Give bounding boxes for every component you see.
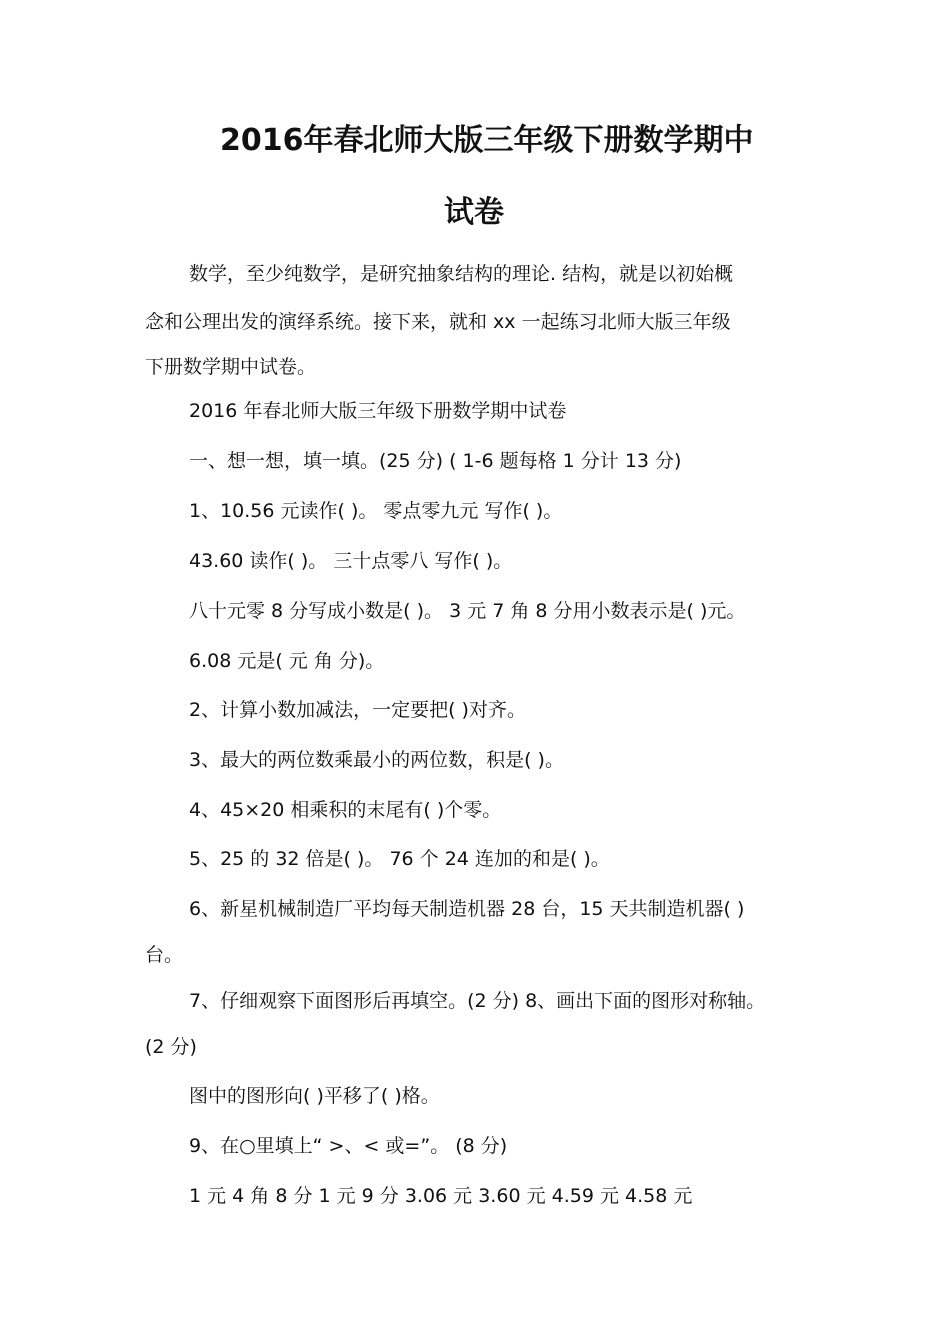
- section-heading: 一、想一想，填一填。(25 分) ( 1-6 题每格 1 分计 13 分): [189, 450, 682, 472]
- question-2: 2、计算小数加减法，一定要把( )对齐。: [189, 699, 526, 721]
- intro-paragraph-line1: 数学，至少纯数学，是研究抽象结构的理论. 结构，就是以初始概: [189, 263, 734, 285]
- question-1c: 八十元零 8 分写成小数是( )。 3 元 7 角 8 分用小数表示是( )元。: [189, 600, 746, 622]
- question-5: 5、25 的 32 倍是( )。 76 个 24 连加的和是( )。: [189, 848, 610, 870]
- document-title-line2: 试卷: [444, 195, 504, 230]
- question-3: 3、最大的两位数乘最小的两位数，积是( )。: [189, 749, 564, 771]
- question-7-line1: 7、仔细观察下面图形后再填空。(2 分) 8、画出下面的图形对称轴。: [189, 990, 766, 1012]
- question-7-line2: (2 分): [145, 1036, 197, 1058]
- document-title-line1: 2016年春北师大版三年级下册数学期中: [220, 123, 754, 158]
- question-7-line3: 图中的图形向( )平移了( )格。: [189, 1085, 440, 1107]
- question-6-line2: 台。: [145, 944, 184, 966]
- question-9: 9、在○里填上“ >、< 或=”。 (8 分): [189, 1135, 508, 1157]
- intro-paragraph-line3: 下册数学期中试卷。: [145, 356, 317, 378]
- question-1a: 1、10.56 元读作( )。 零点零九元 写作( )。: [189, 500, 563, 522]
- question-6-line1: 6、新星机械制造厂平均每天制造机器 28 台，15 天共制造机器( ): [189, 898, 745, 920]
- question-4: 4、45×20 相乘积的末尾有( )个零。: [189, 799, 502, 821]
- intro-paragraph-line2: 念和公理出发的演绎系统。接下来，就和 xx 一起练习北师大版三年级: [145, 311, 731, 333]
- question-1b: 43.60 读作( )。 三十点零八 写作( )。: [189, 550, 513, 572]
- question-1d: 6.08 元是( 元 角 分)。: [189, 650, 385, 672]
- question-9-values: 1 元 4 角 8 分 1 元 9 分 3.06 元 3.60 元 4.59 元 4.58 元: [189, 1185, 693, 1207]
- subtitle: 2016 年春北师大版三年级下册数学期中试卷: [189, 400, 567, 422]
